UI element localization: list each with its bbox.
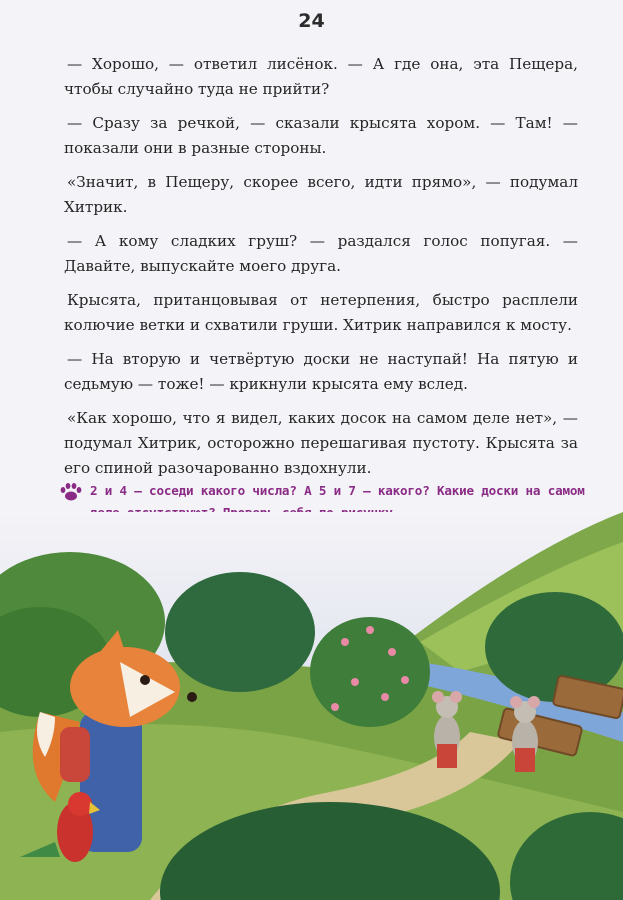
task-question: 2 и 4 — соседи какого числа? А 5 и 7 — какого? Какие доски на самом <box>90 483 585 498</box>
story-illustration <box>0 512 623 900</box>
paragraph: «Как хорошо, что я видел, каких досок на самом деле нет», — подумал Хитрик, осторожно перешагивая пустоту. Крысята за его спиной разочарованно вздохнули. <box>64 409 578 477</box>
paw-icon <box>58 482 84 502</box>
paragraph: — На вторую и четвёртую доски не наступай! На пятую и седьмую — тоже! — крикнули крысята ему вслед. <box>64 350 578 393</box>
page-number: 24 <box>298 10 325 32</box>
paragraph: — А кому сладких груш? — раздался голос попугая. — Давайте, выпускайте моего друга. <box>64 232 578 275</box>
story-text <box>64 52 578 490</box>
paragraph: — Хорошо, — ответил лисёнок. — А где она, эта Пещера, чтобы случайно туда не прийти? <box>64 55 578 98</box>
paragraph: «Значит, в Пещеру, скорее всего, идти прямо», — подумал Хитрик. <box>64 173 578 216</box>
paragraph: Крысята, пританцовывая от нетерпения, быстро расплели колючие ветки и схватили груши. Хитрик направился к мосту. <box>64 291 578 334</box>
bush-middle <box>165 572 315 692</box>
paragraph: — Сразу за речкой, — сказали крысята хором. — Там! — показали они в разные стороны. <box>64 114 578 157</box>
